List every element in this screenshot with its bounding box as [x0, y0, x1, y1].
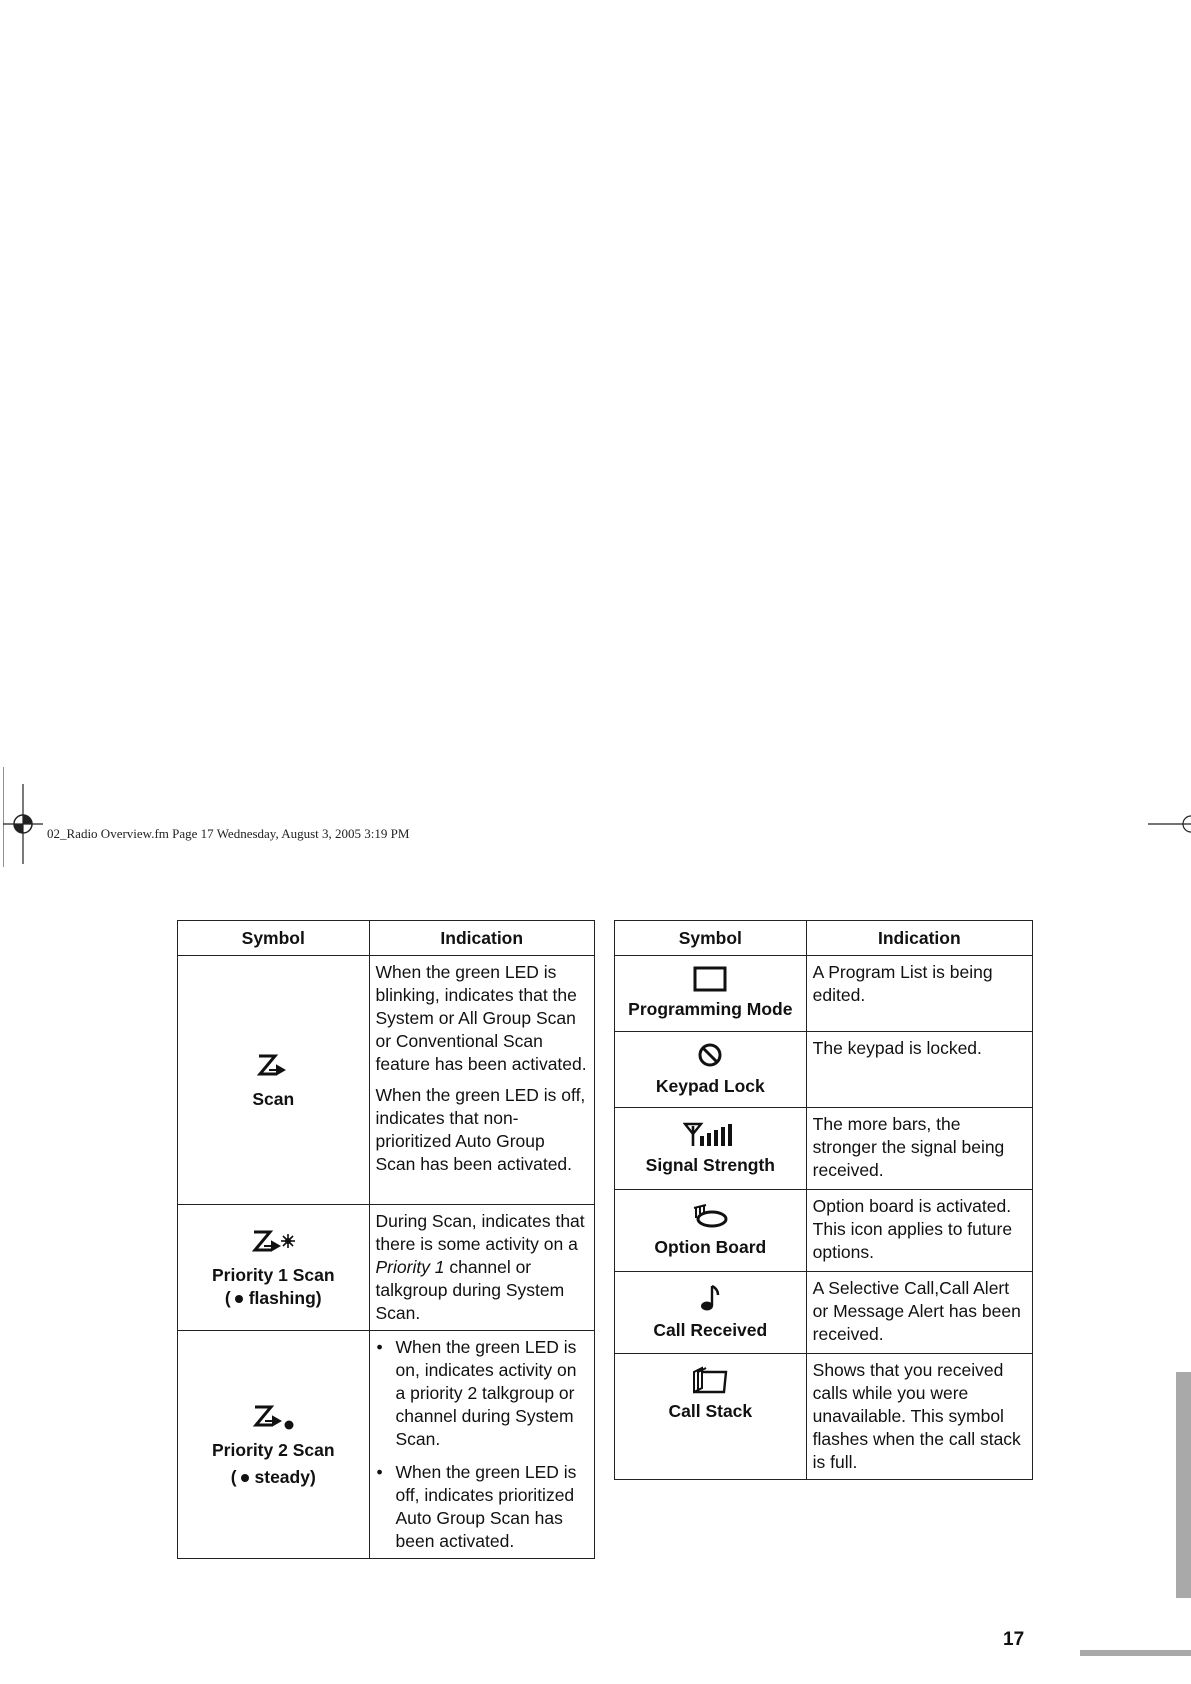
table-row	[615, 956, 1033, 1032]
priority-2-scan-icon	[249, 1401, 297, 1433]
call-stack-label: Call Stack	[668, 1401, 753, 1421]
option-board-label: Option Board	[654, 1237, 767, 1257]
indication-cell: A Program List is being edited.	[806, 956, 1032, 1032]
scan-icon	[253, 1050, 293, 1082]
indication-column-header: Indication	[369, 921, 595, 956]
paren-open: (	[224, 1287, 231, 1308]
symbol-column-header: Symbol	[178, 921, 370, 956]
table-row	[615, 1108, 1033, 1190]
table-row	[178, 956, 595, 1205]
registration-mark-right-icon	[1148, 812, 1191, 842]
registration-mark-icon	[3, 767, 43, 867]
table-row	[615, 1190, 1033, 1272]
flashing-text: flashing)	[248, 1287, 322, 1308]
indication-cell: The keypad is locked.	[806, 1032, 1032, 1108]
led-dot-icon	[241, 1474, 249, 1482]
priority-1-scan-label: Priority 1 Scan	[211, 1264, 335, 1285]
symbol-cell	[178, 956, 370, 1205]
indication-cell	[369, 1331, 595, 1559]
programming-mode-icon	[693, 966, 727, 992]
indication-text-pre: During Scan, indicates that there is some activity on a	[375, 1211, 585, 1254]
priority-1-scan-icon	[248, 1226, 298, 1258]
table-row	[615, 1032, 1033, 1108]
list-item: • When the green LED is off, indicates prioritized Auto Group Scan has been activated.	[376, 1461, 589, 1553]
paren-open: (	[230, 1466, 237, 1487]
keypad-lock-icon	[696, 1041, 724, 1069]
indication-cell	[369, 1205, 595, 1331]
table-row	[178, 1205, 595, 1331]
keypad-lock-label: Keypad Lock	[655, 1076, 765, 1096]
file-info-header: 02_Radio Overview.fm Page 17 Wednesday, August 3, 2005 3:19 PM	[47, 826, 410, 841]
page-number: 17	[1003, 1629, 1025, 1650]
table-row	[615, 1272, 1033, 1354]
symbol-cell	[615, 956, 807, 1032]
symbol-table-left	[177, 920, 595, 1559]
chapter-tab-bar	[1176, 1372, 1191, 1598]
symbol-cell	[615, 1032, 807, 1108]
indication-text: When the green LED is blinking, indicates that the System or All Group Scan or Conventional Scan feature has been activated.	[375, 962, 587, 1074]
table-header-row	[615, 921, 1033, 956]
indication-text-post: channel or talkgroup during System Scan.	[375, 1257, 565, 1323]
symbol-cell	[615, 1108, 807, 1190]
indication-bullet-list	[376, 1336, 589, 1553]
call-received-label: Call Received	[653, 1320, 768, 1340]
symbol-cell	[615, 1272, 807, 1354]
signal-strength-icon	[683, 1120, 737, 1148]
list-item: • When the green LED is on, indicates activity on a priority 2 talkgroup or channel during System Scan.	[376, 1336, 589, 1451]
symbol-cell	[178, 1205, 370, 1331]
table-header-row	[178, 921, 595, 956]
programming-mode-label: Programming Mode	[628, 999, 793, 1019]
indication-cell: Option board is activated. This icon applies to future options.	[806, 1190, 1032, 1272]
table-row	[178, 1331, 595, 1559]
priority-2-scan-label: Priority 2 Scan	[211, 1439, 335, 1460]
symbol-column-header: Symbol	[615, 921, 807, 956]
symbol-cell	[615, 1354, 807, 1480]
call-stack-icon	[690, 1366, 730, 1394]
priority-1-scan-sublabel	[184, 1287, 363, 1310]
call-received-icon	[698, 1283, 722, 1313]
indication-cell	[369, 956, 595, 1205]
steady-text: steady)	[254, 1466, 316, 1487]
priority-2-scan-sublabel	[184, 1466, 363, 1489]
led-dot-icon	[235, 1295, 243, 1303]
indication-text: When the green LED is off, indicates that non-prioritized Auto Group Scan has been activated.	[375, 1085, 586, 1174]
symbol-cell	[615, 1190, 807, 1272]
indication-cell: Shows that you received calls while you were unavailable. This symbol flashes when the call stack is full.	[806, 1354, 1032, 1480]
footer-bar	[1080, 1650, 1191, 1656]
symbol-cell	[178, 1331, 370, 1559]
table-row	[615, 1354, 1033, 1480]
indication-cell: The more bars, the stronger the signal being received.	[806, 1108, 1032, 1190]
indication-text-emph: Priority 1	[375, 1257, 445, 1277]
signal-strength-label: Signal Strength	[645, 1155, 775, 1175]
option-board-icon	[690, 1202, 730, 1230]
scan-label: Scan	[252, 1088, 295, 1109]
indication-cell: A Selective Call,Call Alert or Message Alert has been received.	[806, 1272, 1032, 1354]
indication-column-header: Indication	[806, 921, 1032, 956]
symbol-table-right	[614, 920, 1033, 1480]
